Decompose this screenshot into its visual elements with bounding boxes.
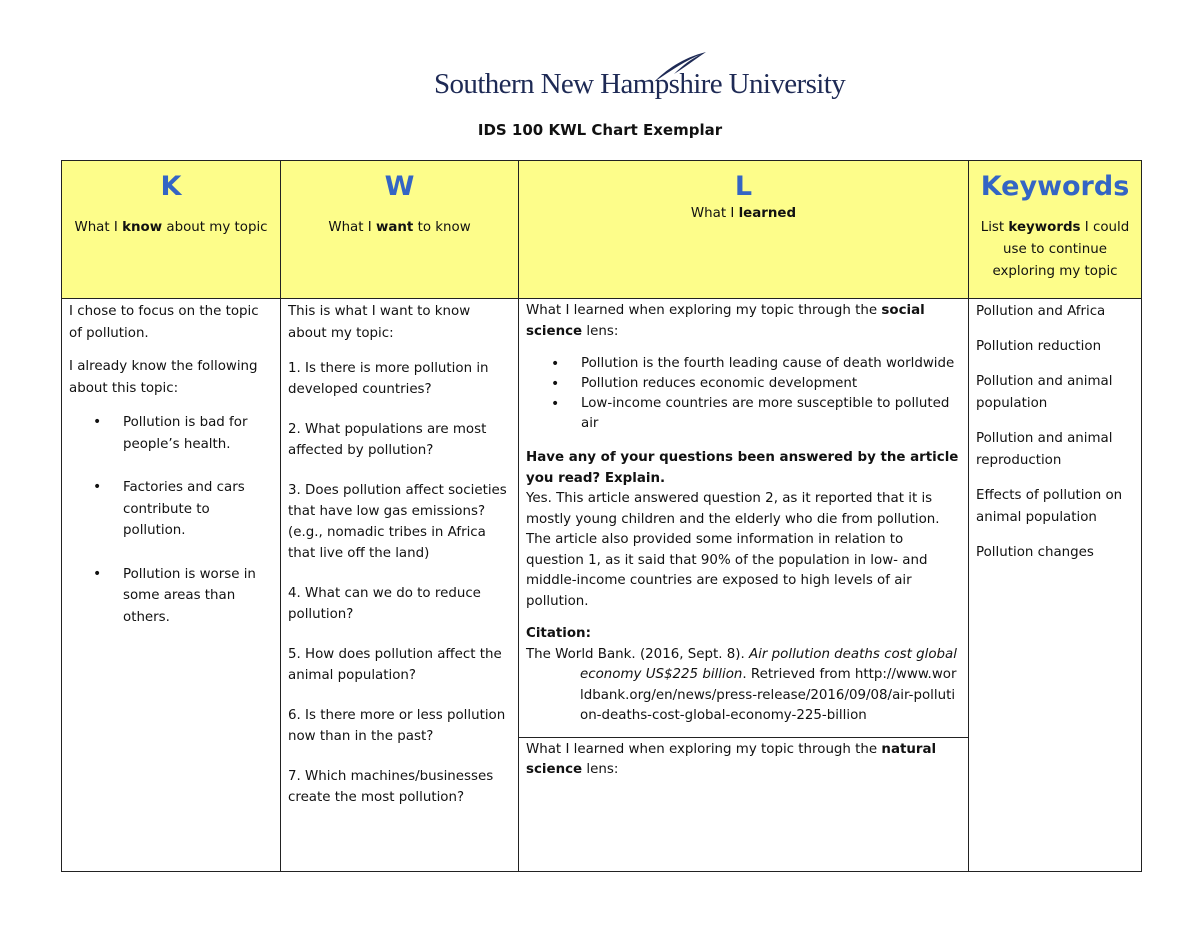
k-bullet-list xyxy=(69,412,272,628)
keywords-header xyxy=(969,161,1142,299)
w-intro: This is what I want to know about my topic: xyxy=(288,304,471,341)
citation-text: The World Bank. (2016, Sept. 8). Air pollution deaths cost global economy US$225 billion. Retrieved from http://www.worldbank.org/en/news/press-release/2016/09/08/air-pollution-deaths-cost-global-economy-225-billion xyxy=(526,646,957,723)
keywords-body xyxy=(969,299,1142,872)
keyword-item: Effects of pollution on animal population xyxy=(976,488,1123,525)
keywords-letter: Keywords xyxy=(980,171,1130,202)
k-subtitle: What I know about my topic xyxy=(74,220,268,235)
question-heading: Have any of your questions been answered by the article you read? Explain. xyxy=(526,450,959,486)
w-header xyxy=(281,161,519,299)
question-item: 3. Does pollution affect societies that have low gas emissions? (e.g., nomadic tribes in Africa that live off the land) xyxy=(288,483,507,561)
w-body xyxy=(281,299,519,872)
header-row xyxy=(62,161,1142,299)
question-item: 1. Is there is more pollution in developed countries? xyxy=(288,361,489,397)
list-item: • Pollution reduces economic development xyxy=(581,374,960,394)
natural-lens-heading: What I learned when exploring my topic through the natural science lens: xyxy=(526,741,937,777)
answer-text: Yes. This article answered question 2, as it reported that it is mostly young children and the elderly who die from pollution. The article also provided some information in relation to question 1, as it said that 90% of the population in low- and middle-income countries are exposed to high levels of air pollution. xyxy=(526,491,940,609)
page-title: IDS 100 KWL Chart Exemplar xyxy=(477,121,723,139)
k-body xyxy=(62,299,281,872)
k-letter: K xyxy=(160,171,182,202)
question-item: 5. How does pollution affect the animal population? xyxy=(288,647,502,683)
list-item: • Pollution is worse in some areas than others. xyxy=(123,564,272,629)
k-header xyxy=(62,161,281,299)
logo-wordmark: Southern New Hampshire University xyxy=(434,68,846,100)
list-item: • Low-income countries are more susceptible to polluted air xyxy=(581,394,960,434)
list-item: • Pollution is the fourth leading cause of death worldwide xyxy=(581,354,960,374)
keyword-item: Pollution reduction xyxy=(976,339,1102,354)
l-header xyxy=(519,161,969,299)
natural-lens-section xyxy=(519,737,968,781)
citation-heading: Citation: xyxy=(526,626,591,641)
k-intro: I chose to focus on the topic of pollution. xyxy=(69,304,259,341)
keyword-item: Pollution and animal population xyxy=(976,374,1113,411)
list-item: • Factories and cars contribute to pollution. xyxy=(123,477,272,542)
l-subtitle: What I learned xyxy=(690,206,797,221)
w-letter: W xyxy=(384,171,415,202)
l-letter: L xyxy=(734,171,753,202)
keyword-item: Pollution changes xyxy=(976,545,1094,560)
question-item: 6. Is there more or less pollution now than in the past? xyxy=(288,708,506,744)
k-lead: I already know the following about this topic: xyxy=(69,359,258,396)
keywords-subtitle: List keywords I could use to continue exploring my topic xyxy=(980,220,1130,279)
kwl-chart xyxy=(61,160,1142,872)
question-item: 4. What can we do to reduce pollution? xyxy=(288,586,481,622)
w-subtitle: What I want to know xyxy=(328,220,471,235)
keyword-item: Pollution and animal reproduction xyxy=(976,431,1113,468)
body-row xyxy=(62,299,1142,872)
list-item: • Pollution is bad for people’s health. xyxy=(123,412,272,455)
keyword-item: Pollution and Africa xyxy=(976,304,1106,319)
l-body xyxy=(519,299,969,872)
question-item: 2. What populations are most affected by pollution? xyxy=(288,422,487,458)
university-logo xyxy=(432,50,846,106)
question-item: 7. Which machines/businesses create the most pollution? xyxy=(288,769,494,805)
l-bullet-list xyxy=(526,354,960,434)
social-lens-heading: What I learned when exploring my topic through the social science lens: xyxy=(526,303,925,339)
